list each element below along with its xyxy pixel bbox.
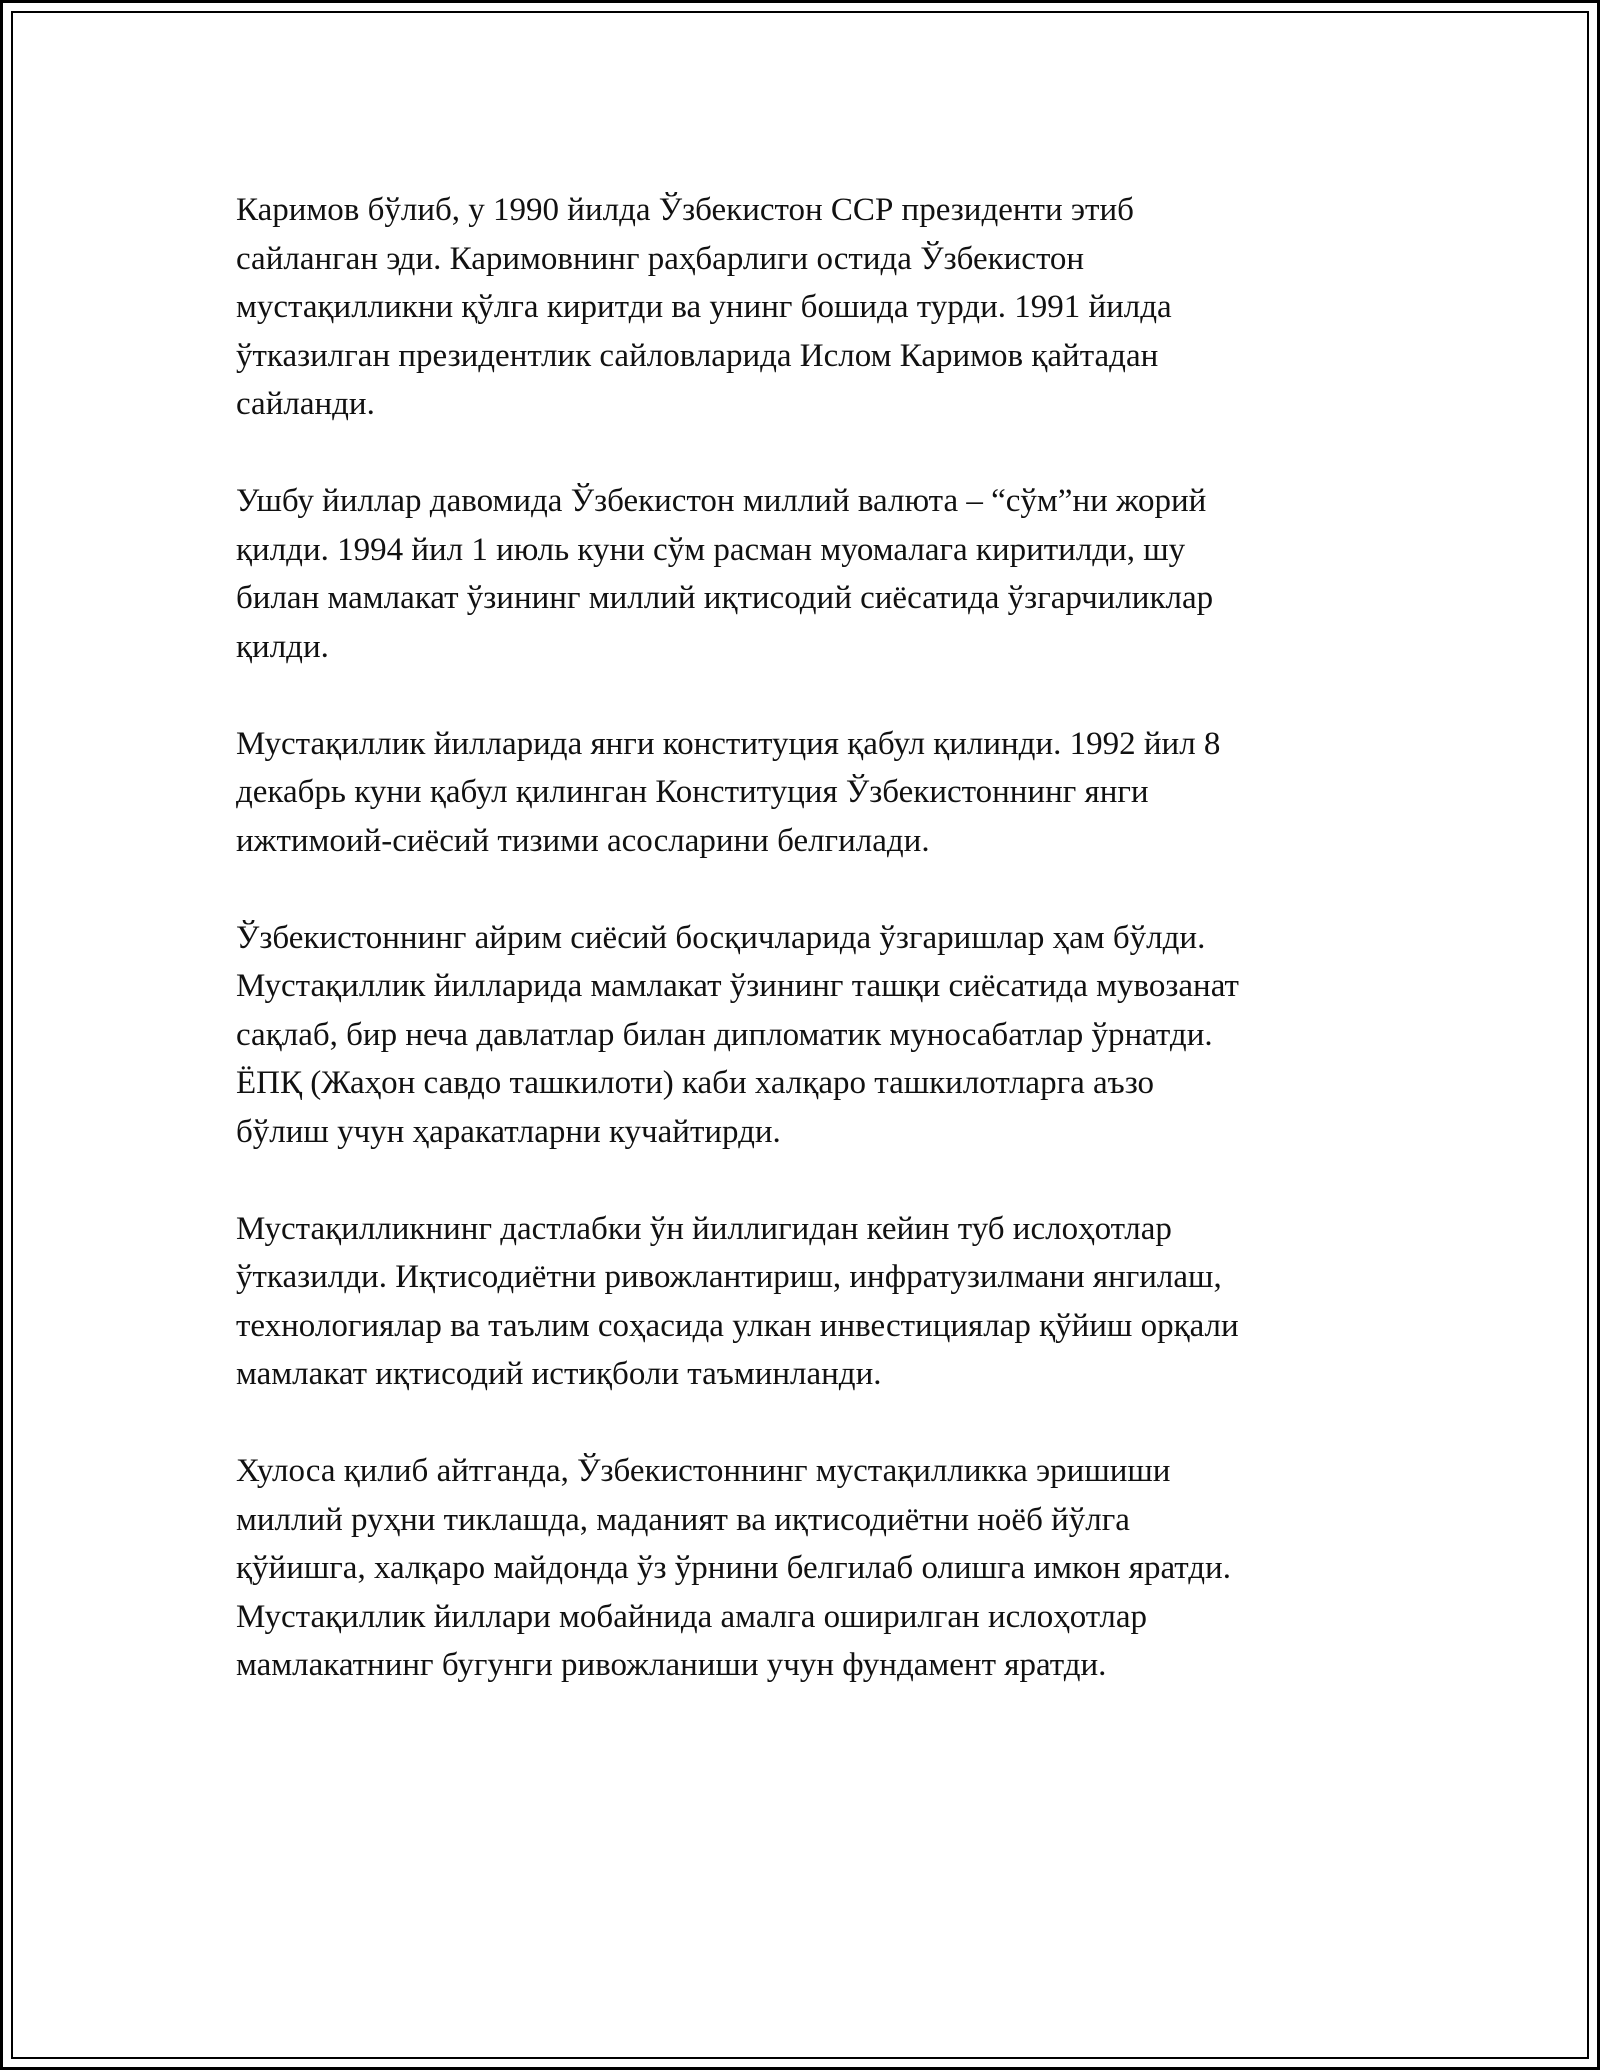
text-line: технологиялар ва таълим соҳасида улкан инвестициялар қўйиш орқали — [236, 1307, 1239, 1344]
document-body — [236, 186, 1376, 1738]
paragraph-1 — [236, 186, 1376, 429]
text-line: Мустақилликнинг дастлабки ўн йиллигидан кейин туб ислоҳотлар — [236, 1210, 1172, 1247]
text-line: миллий руҳни тиклашда, маданият ва иқтисодиётни ноёб йўлга — [236, 1501, 1130, 1538]
text-line: ўтказилди. Иқтисодиётни ривожлантириш, инфратузилмани янгилаш, — [236, 1259, 1222, 1295]
text-line: билан мамлакат ўзининг миллий иқтисодий сиёсатида ўзгарчиликлар — [236, 580, 1214, 616]
text-line: Ўзбекистоннинг айрим сиёсий босқичларида ўзгаришлар ҳам бўлди. — [236, 919, 1206, 956]
text-line: ижтимоий-сиёсий тизими асосларини белгилади. — [236, 822, 930, 859]
text-line: Ушбу йиллар давомида Ўзбекистон миллий валюта – “сўм”ни жорий — [236, 483, 1207, 519]
paragraph-4 — [236, 914, 1376, 1157]
text-line: Мустақиллик йилларида янги конституция қабул қилинди. 1992 йил 8 — [236, 725, 1221, 762]
text-line: қилди. — [236, 628, 329, 665]
text-line: мамлакатнинг бугунги ривожланиши учун фундамент яратди. — [236, 1647, 1107, 1683]
text-line: сайланди. — [236, 386, 375, 422]
text-line: бўлиш учун ҳаракатларни кучайтирди. — [236, 1113, 781, 1150]
text-line: Мустақиллик йилларида мамлакат ўзининг ташқи сиёсатида мувозанат — [236, 968, 1239, 1004]
text-line: қилди. 1994 йил 1 июль куни сўм расман муомалага киритилди, шу — [236, 531, 1186, 568]
text-line: декабрь куни қабул қилинган Конституция Ўзбекистоннинг янги — [236, 774, 1149, 810]
paragraph-2 — [236, 477, 1376, 671]
text-line: қўйишга, халқаро майдонда ўз ўрнини белгилаб олишга имкон яратди. — [236, 1550, 1231, 1586]
paragraph-3 — [236, 720, 1376, 866]
text-line: мустақилликни қўлга киритди ва унинг бошида турди. 1991 йилда — [236, 289, 1172, 325]
text-line: сайланган эди. Каримовнинг раҳбарлиги остида Ўзбекистон — [236, 240, 1085, 277]
text-line: ўтказилган президентлик сайловларида Ислом Каримов қайтадан — [236, 337, 1159, 374]
text-line: Каримов бўлиб, у 1990 йилда Ўзбекистон ССР президенти этиб — [236, 192, 1134, 228]
text-line: Хулоса қилиб айтганда, Ўзбекистоннинг мустақилликка эришиши — [236, 1453, 1171, 1489]
text-line: сақлаб, бир неча давлатлар билан дипломатик муносабатлар ўрнатди. — [236, 1016, 1213, 1053]
text-line: ЁПҚ (Жаҳон савдо ташкилоти) каби халқаро ташкилотларга аъзо — [236, 1065, 1155, 1101]
text-line: Мустақиллик йиллари мобайнида амалга оширилган ислоҳотлар — [236, 1598, 1147, 1635]
paragraph-5 — [236, 1205, 1376, 1399]
paragraph-6 — [236, 1447, 1376, 1690]
text-line: мамлакат иқтисодий истиқболи таъминланди. — [236, 1356, 882, 1392]
